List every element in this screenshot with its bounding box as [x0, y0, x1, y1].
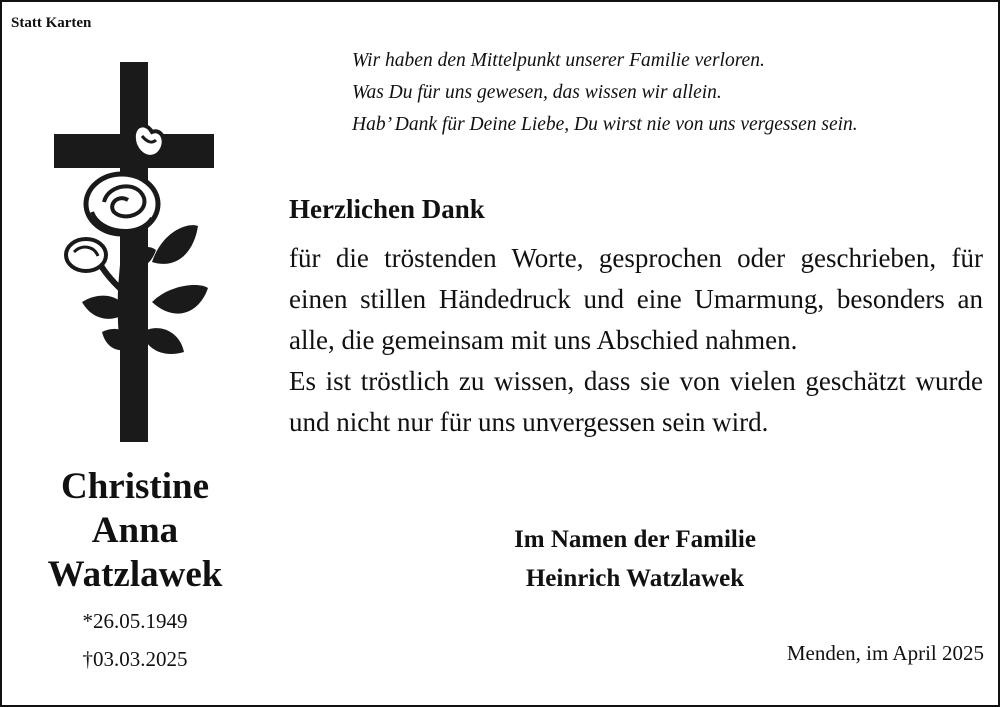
message-paragraph: Es ist tröstlich zu wissen, dass sie von vielen geschätzt wurde und nicht nur für uns unvergessen sein wird.	[289, 366, 983, 437]
last-name: Watzlawek	[47, 554, 223, 595]
message-paragraph: für die tröstenden Worte, gesprochen oder geschrieben, für einen stillen Händedruck und eine Umarmung, besonders an alle, die gemeinsam mit uns Abschied nahmen.	[289, 243, 983, 355]
first-name: Christine	[61, 466, 209, 507]
poem-line: Was Du für uns gewesen, das wissen wir allein.	[352, 82, 722, 103]
signature-line: Im Namen der Familie	[514, 526, 756, 553]
poem-line: Hab’ Dank für Deine Liebe, Du wirst nie von uns vergessen sein.	[352, 114, 858, 135]
thanks-heading: Herzlichen Dank	[289, 194, 485, 224]
birth-date: *26.05.1949	[82, 609, 188, 633]
header-label: Statt Karten	[11, 15, 92, 31]
cross-with-roses-icon	[52, 62, 217, 444]
signature-name: Heinrich Watzlawek	[525, 565, 745, 592]
middle-name: Anna	[91, 510, 179, 551]
signature	[440, 520, 830, 598]
poem-line: Wir haben den Mittelpunkt unserer Familie verloren.	[352, 50, 765, 71]
death-date: †03.03.2025	[82, 647, 188, 671]
deceased-name	[20, 465, 250, 597]
thanks-message	[289, 238, 983, 443]
place-date: Menden, im April 2025	[786, 641, 984, 665]
life-dates	[20, 602, 250, 678]
poem	[352, 45, 858, 141]
